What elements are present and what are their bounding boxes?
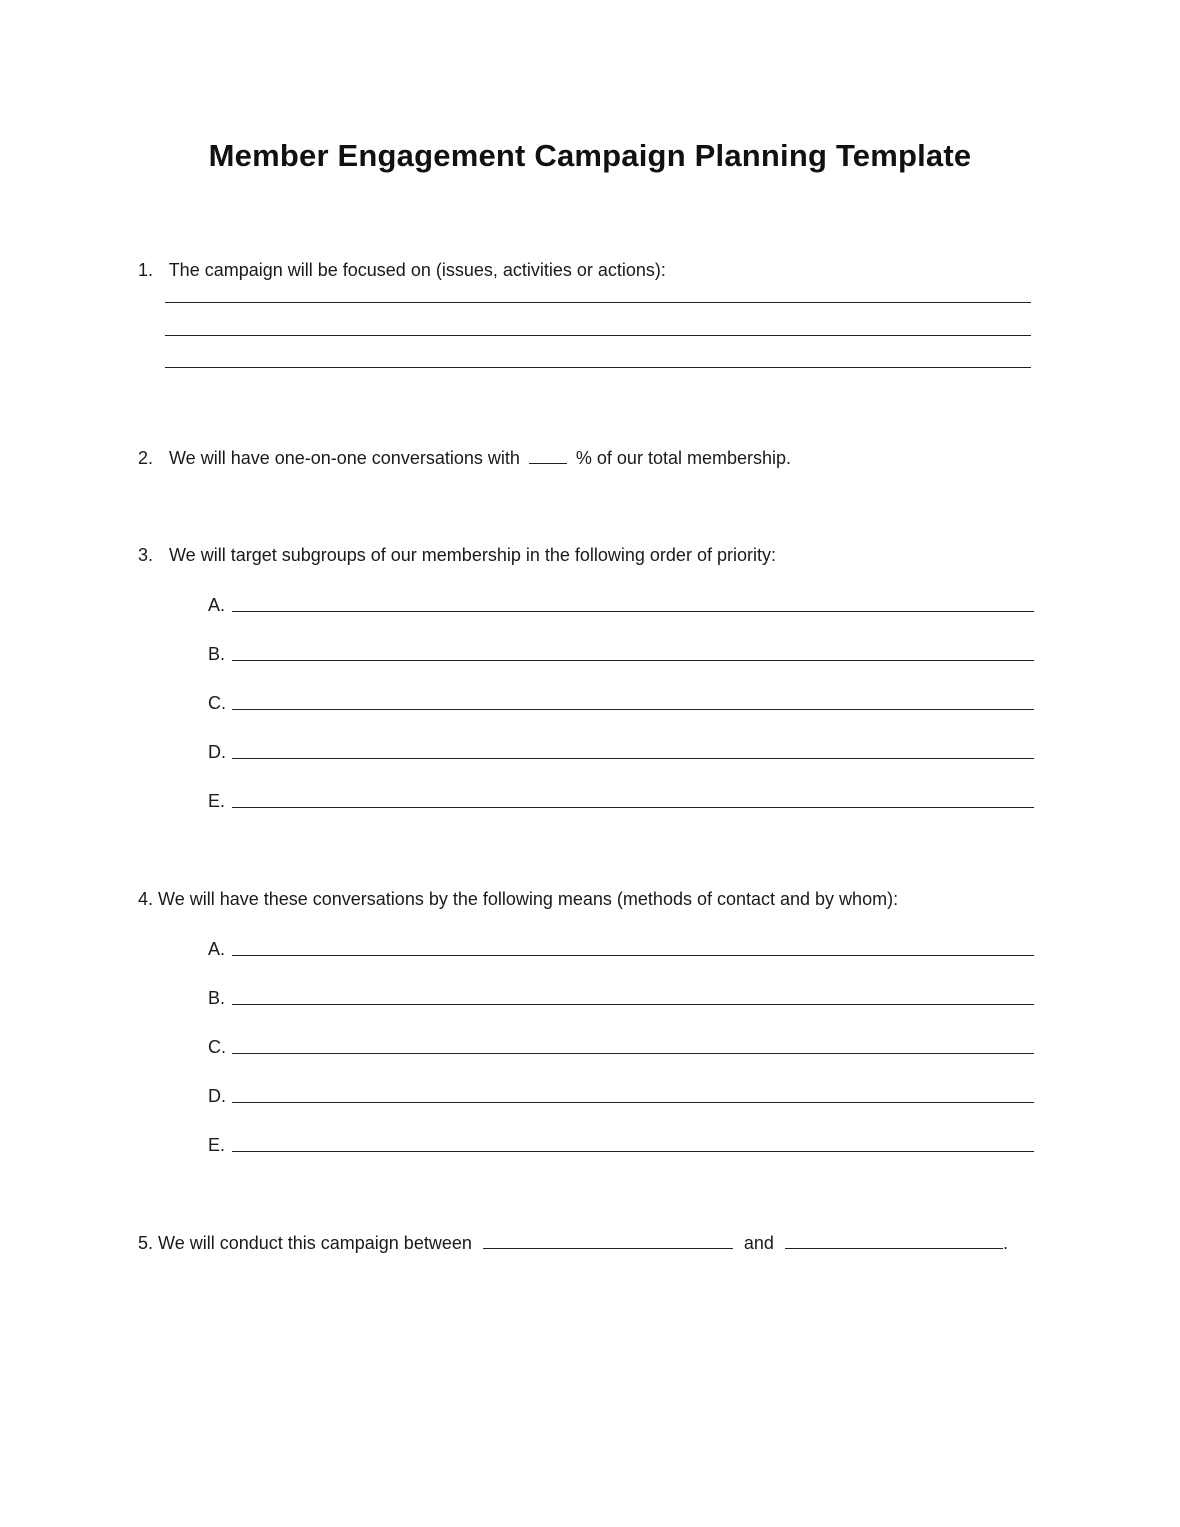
answer-line-1b[interactable] <box>165 335 1031 336</box>
subgroup-letter: A. <box>208 595 226 615</box>
question-3-text: We will target subgroups of our membership in the following order of priority: <box>169 545 776 565</box>
subgroup-letter: C. <box>208 693 226 713</box>
question-3 <box>138 544 776 566</box>
subgroup-item <box>208 692 1034 716</box>
subgroup-item <box>208 741 1034 765</box>
subgroup-line[interactable] <box>232 660 1034 661</box>
percent-blank[interactable] <box>529 448 567 464</box>
means-line[interactable] <box>232 1102 1034 1103</box>
means-line[interactable] <box>232 1004 1034 1005</box>
means-line[interactable] <box>232 1053 1034 1054</box>
subgroup-line[interactable] <box>232 709 1034 710</box>
means-item <box>208 1085 1034 1109</box>
means-item <box>208 1036 1034 1060</box>
subgroup-line[interactable] <box>232 758 1034 759</box>
subgroup-letter: B. <box>208 644 226 664</box>
question-4 <box>138 888 898 910</box>
question-1 <box>138 259 666 281</box>
means-letter: B. <box>208 988 226 1008</box>
question-5-text-before: We will conduct this campaign between <box>158 1233 472 1253</box>
question-2-number: 2. <box>138 448 154 468</box>
means-item <box>208 987 1034 1011</box>
question-1-number: 1. <box>138 260 154 280</box>
question-2-text-after: % of our total membership. <box>575 448 792 468</box>
answer-line-1a[interactable] <box>165 302 1031 303</box>
question-2 <box>138 447 791 469</box>
start-date-blank[interactable] <box>483 1233 733 1249</box>
means-item <box>208 938 1034 962</box>
means-letter: C. <box>208 1037 226 1057</box>
answer-line-1c[interactable] <box>165 367 1031 368</box>
question-2-text-before: We will have one-on-one conversations with <box>169 448 520 468</box>
subgroup-line[interactable] <box>232 611 1034 612</box>
question-3-number: 3. <box>138 545 154 565</box>
question-4-number: 4. <box>138 889 154 909</box>
subgroup-item <box>208 643 1034 667</box>
means-line[interactable] <box>232 955 1034 956</box>
means-letter: A. <box>208 939 226 959</box>
subgroup-letter: E. <box>208 791 226 811</box>
means-line[interactable] <box>232 1151 1034 1152</box>
subgroup-item <box>208 790 1034 814</box>
subgroup-item <box>208 594 1034 618</box>
question-5-text-middle: and <box>743 1233 774 1253</box>
page-title: Member Engagement Campaign Planning Template <box>208 138 972 173</box>
end-date-blank[interactable] <box>785 1233 1003 1249</box>
question-5 <box>138 1232 1008 1254</box>
question-5-number: 5. <box>138 1233 154 1253</box>
means-letter: D. <box>208 1086 226 1106</box>
question-1-text: The campaign will be focused on (issues, activities or actions): <box>168 260 666 280</box>
question-5-text-end: . <box>1002 1233 1008 1253</box>
subgroup-line[interactable] <box>232 807 1034 808</box>
subgroup-letter: D. <box>208 742 226 762</box>
question-4-text: We will have these conversations by the following means (methods of contact and by whom): <box>158 889 899 909</box>
means-letter: E. <box>208 1135 226 1155</box>
means-item <box>208 1134 1034 1158</box>
